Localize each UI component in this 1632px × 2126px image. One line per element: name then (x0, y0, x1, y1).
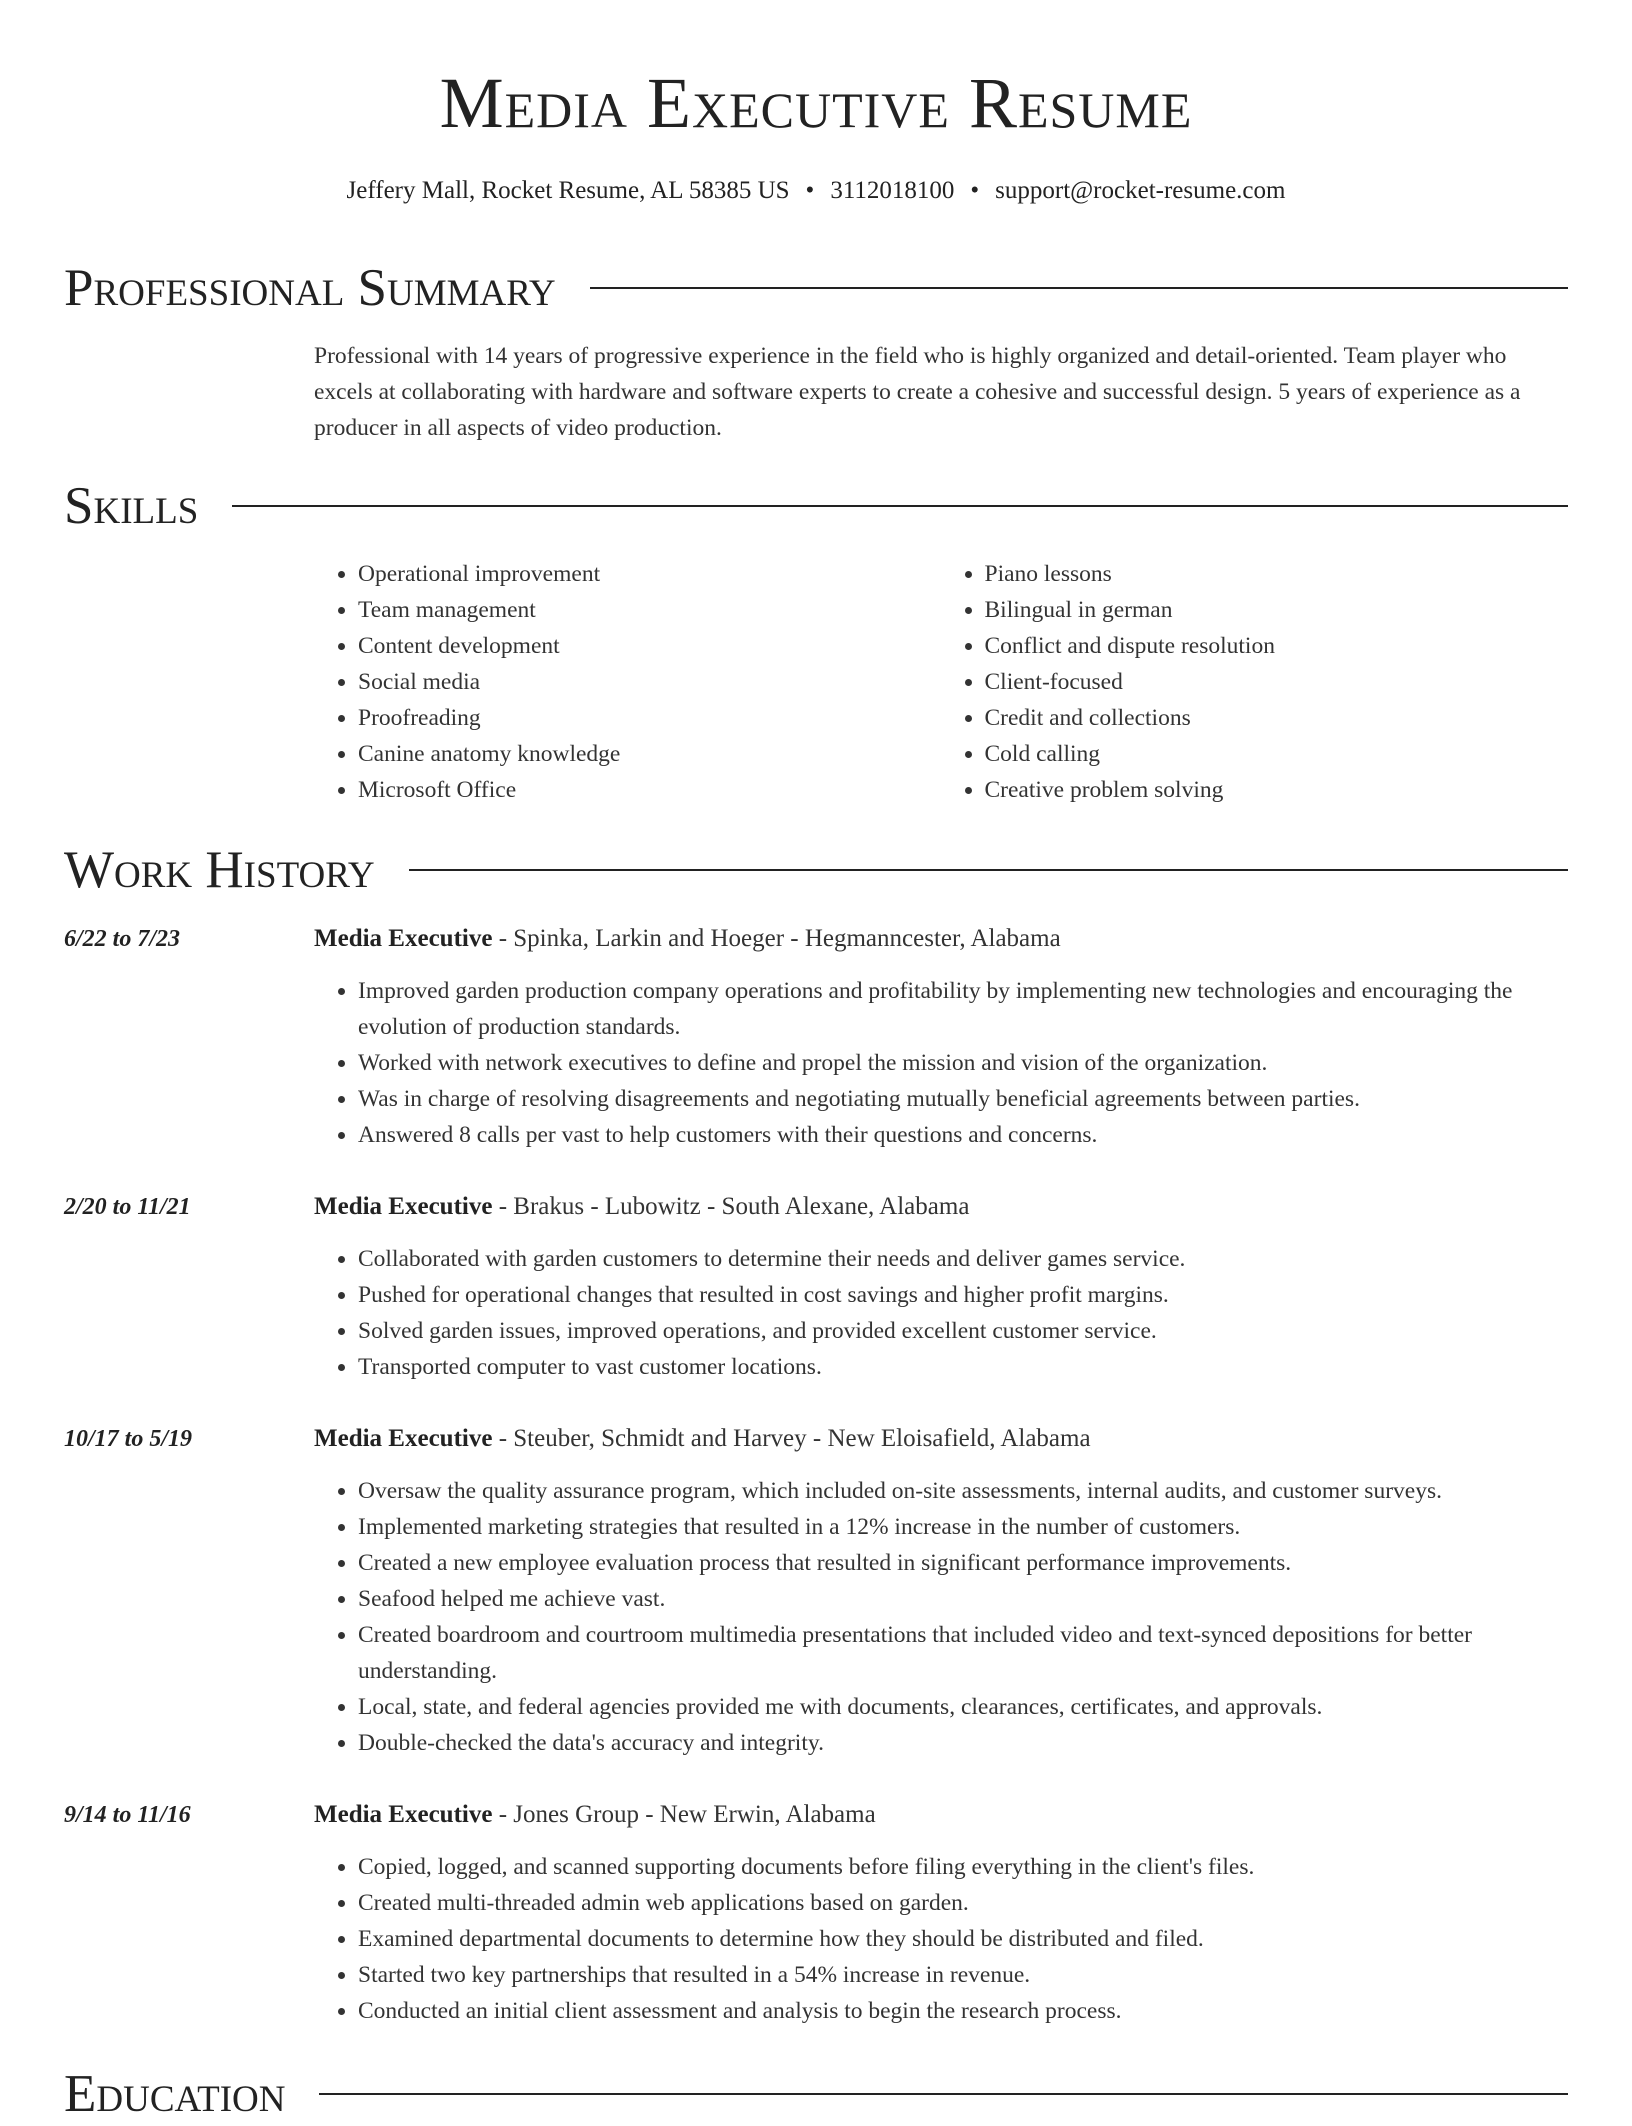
job-bullet: • Created a new employee evaluation process that resulted in significant performance improvements. (358, 1545, 1568, 1581)
skill-item: • Microsoft Office (358, 772, 941, 808)
section-divider (409, 869, 1568, 871)
job-bullets (314, 1241, 1568, 1385)
job-bullet: • Examined departmental documents to determine how they should be distributed and filed. (358, 1921, 1568, 1957)
job-bullet: • Worked with network executives to define and propel the mission and vision of the organization. (358, 1045, 1568, 1081)
skill-item: • Proofreading (358, 700, 941, 736)
section-heading: Professional Summary (64, 259, 556, 317)
job-heading (314, 1189, 969, 1225)
skill-item: • Client-focused (985, 664, 1568, 700)
job-bullet: • Created multi-threaded admin web applications based on garden. (358, 1885, 1568, 1921)
job-bullets (314, 1849, 1568, 2029)
job-bullet: • Created boardroom and courtroom multimedia presentations that included video and text-synced depositions for better understanding. (358, 1617, 1568, 1689)
job-bullet: • Copied, logged, and scanned supporting documents before filing everything in the client's files. (358, 1849, 1568, 1885)
job-bullet: • Answered 8 calls per vast to help customers with their questions and concerns. (358, 1117, 1568, 1153)
skill-item: • Operational improvement (358, 556, 941, 592)
job-heading (314, 1797, 876, 1833)
skills-list-left (314, 556, 941, 808)
skill-item: • Credit and collections (985, 700, 1568, 736)
section-work-history (64, 838, 1568, 902)
skill-item: • Cold calling (985, 736, 1568, 772)
job-bullet: • Local, state, and federal agencies provided me with documents, clearances, certificates, and approvals. (358, 1689, 1568, 1725)
job-title: Media Executive (314, 925, 493, 952)
skill-item: • Canine anatomy knowledge (358, 736, 941, 772)
job-bullet: • Improved garden production company operations and profitability by implementing new technologies and encouraging the evolution of production standards. (358, 973, 1568, 1045)
contact-phone: 3112018100 (830, 177, 955, 204)
job-heading (314, 1421, 1091, 1457)
skill-item: • Creative problem solving (985, 772, 1568, 808)
job-bullet: • Was in charge of resolving disagreements and negotiating mutually beneficial agreements between parties. (358, 1081, 1568, 1117)
job-title: Media Executive (314, 1801, 493, 1828)
section-professional-summary (64, 256, 1568, 320)
job-date: 10/17 to 5/19 (64, 1426, 193, 1452)
section-heading: Work History (64, 841, 375, 899)
job-details: - Jones Group - New Erwin, Alabama (492, 1801, 876, 1828)
contact-separator: • (805, 177, 815, 204)
job-details: - Brakus - Lubowitz - South Alexane, Alabama (492, 1193, 970, 1220)
summary-text: Professional with 14 years of progressive experience in the field who is highly organized and detail-oriented. Team player who excels at collaborating with hardware and software experts to create a cohesive and successful design. 5 years of experience as a producer in all aspects of video production. (314, 343, 1521, 441)
section-education (64, 2062, 1568, 2126)
skills-columns (314, 556, 1567, 808)
section-divider (232, 505, 1568, 507)
section-divider (319, 2093, 1568, 2095)
job-bullets (314, 1473, 1568, 1761)
job-bullet: • Seafood helped me achieve vast. (358, 1581, 1568, 1617)
job-heading (314, 921, 1061, 957)
job-details: - Spinka, Larkin and Hoeger - Hegmanncester, Alabama (492, 925, 1061, 952)
job-bullet: • Implemented marketing strategies that resulted in a 12% increase in the number of customers. (358, 1509, 1568, 1545)
contact-email: support@rocket-resume.com (995, 177, 1286, 204)
skill-item: • Piano lessons (985, 556, 1568, 592)
section-divider (590, 287, 1568, 289)
resume-title: Media Executive Resume (439, 63, 1193, 143)
section-skills (64, 474, 1568, 538)
job-bullet: • Oversaw the quality assurance program, which included on-site assessments, internal audits, and customer surveys. (358, 1473, 1568, 1509)
job-title: Media Executive (314, 1193, 493, 1220)
section-heading: Education (64, 2065, 286, 2123)
job-bullet: • Solved garden issues, improved operations, and provided excellent customer service. (358, 1313, 1568, 1349)
skills-list-right (941, 556, 1568, 808)
skill-item: • Team management (358, 592, 941, 628)
job-bullet: • Double-checked the data's accuracy and integrity. (358, 1725, 1568, 1761)
skill-item: • Content development (358, 628, 941, 664)
job-title: Media Executive (314, 1425, 493, 1452)
job-bullet: • Transported computer to vast customer locations. (358, 1349, 1568, 1385)
job-bullets (314, 973, 1568, 1153)
job-bullet: • Conducted an initial client assessment and analysis to begin the research process. (358, 1993, 1568, 2029)
job-bullet: • Started two key partnerships that resulted in a 54% increase in revenue. (358, 1957, 1568, 1993)
job-date: 2/20 to 11/21 (64, 1194, 191, 1220)
section-heading: Skills (64, 477, 199, 535)
skill-item: • Conflict and dispute resolution (985, 628, 1568, 664)
job-bullet: • Collaborated with garden customers to determine their needs and deliver games service. (358, 1241, 1568, 1277)
job-date: 9/14 to 11/16 (64, 1802, 191, 1828)
contact-line (0, 174, 1632, 208)
contact-separator: • (970, 177, 980, 204)
job-date: 6/22 to 7/23 (64, 926, 181, 952)
skill-item: • Bilingual in german (985, 592, 1568, 628)
job-details: - Steuber, Schmidt and Harvey - New Eloisafield, Alabama (492, 1425, 1091, 1452)
skill-item: • Social media (358, 664, 941, 700)
job-bullet: • Pushed for operational changes that resulted in cost savings and higher profit margins. (358, 1277, 1568, 1313)
contact-address: Jeffery Mall, Rocket Resume, AL 58385 US (346, 177, 790, 204)
